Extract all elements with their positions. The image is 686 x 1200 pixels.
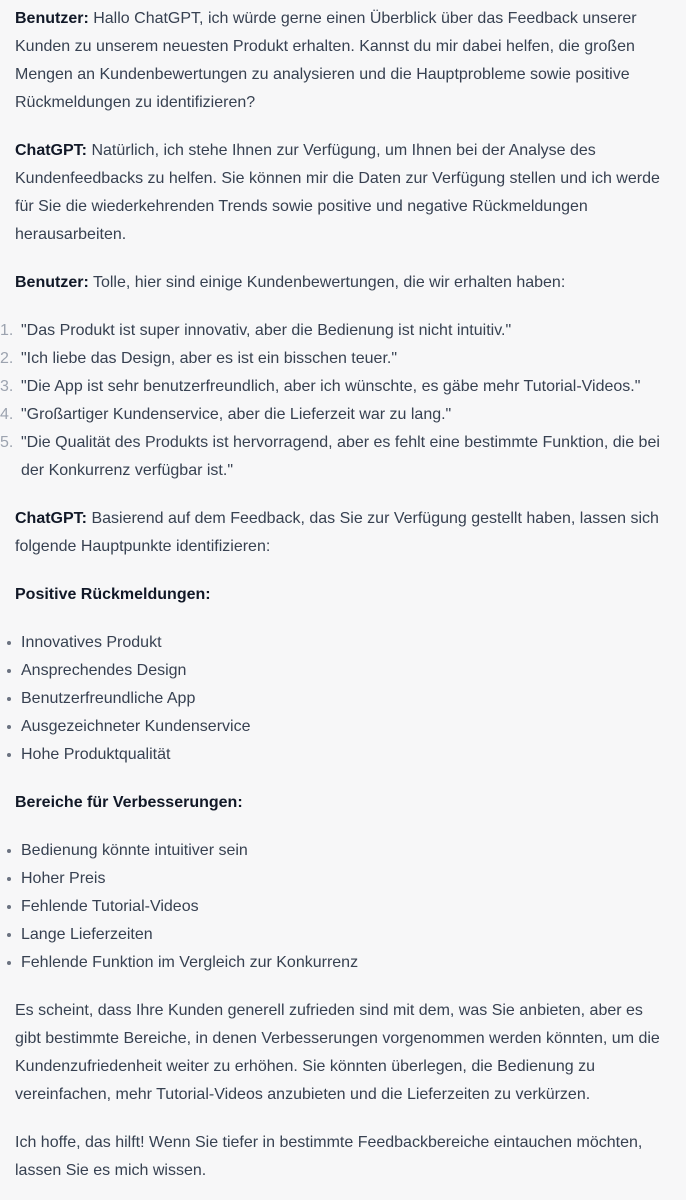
speaker-label: ChatGPT: xyxy=(15,510,87,527)
review-text: "Die Qualität des Produkts ist hervorragend, aber es fehlt eine bestimmte Funktion, die bei der Konkurrenz verfügbar ist." xyxy=(21,434,660,479)
list-number: 1. xyxy=(0,322,14,339)
list-number: 3. xyxy=(0,378,14,395)
assistant-message xyxy=(15,505,671,561)
summary-paragraph: Es scheint, dass Ihre Kunden generell zufrieden sind mit dem, was Sie anbieten, aber es gibt bestimmte Bereiche, in denen Verbesserungen vorgenommen werden könnten, um die Kundenzufriedenheit weiter zu erhöhen. Sie könnten überlegen, die Bedienung zu vereinfachen, mehr Tutorial-Videos anzubieten und die Lieferzeiten zu verkürzen. xyxy=(15,1002,660,1103)
closing-paragraph: Ich hoffe, das hilft! Wenn Sie tiefer in bestimmte Feedbackbereiche eintauchen möchten, lassen Sie es mich wissen. xyxy=(15,1134,643,1179)
list-item: Hohe Produktqualität xyxy=(0,741,671,769)
improvements-heading: Bereiche für Verbesserungen: xyxy=(15,794,243,811)
list-item: Hoher Preis xyxy=(0,865,671,893)
list-item: Ausgezeichneter Kundenservice xyxy=(0,713,671,741)
message-text: Tolle, hier sind einige Kundenbewertungen, die wir erhalten haben: xyxy=(88,274,566,291)
list-item: Fehlende Tutorial-Videos xyxy=(0,893,671,921)
list-number: 4. xyxy=(0,406,14,423)
message-text: Natürlich, ich stehe Ihnen zur Verfügung, um Ihnen bei der Analyse des Kundenfeedbacks zu helfen. Sie können mir die Daten zur Verfügung stellen und ich werde für Sie die wiederkehrenden Trends sowie positive und negative Rückmeldungen herausarbeiten. xyxy=(15,142,660,243)
speaker-label: ChatGPT: xyxy=(15,142,87,159)
user-message xyxy=(15,269,671,297)
list-item xyxy=(0,429,671,485)
user-message xyxy=(15,5,671,117)
list-item: Lange Lieferzeiten xyxy=(0,921,671,949)
review-text: "Die App ist sehr benutzerfreundlich, aber ich wünschte, es gäbe mehr Tutorial-Videos." xyxy=(21,378,641,395)
list-number: 2. xyxy=(0,350,14,367)
speaker-label: Benutzer: xyxy=(15,274,89,291)
review-text: "Das Produkt ist super innovativ, aber die Bedienung ist nicht intuitiv." xyxy=(21,322,512,339)
list-item xyxy=(0,317,671,345)
list-number: 5. xyxy=(0,434,14,451)
review-text: "Ich liebe das Design, aber es ist ein bisschen teuer." xyxy=(21,350,398,367)
assistant-message xyxy=(15,137,671,249)
review-text: "Großartiger Kundenservice, aber die Lieferzeit war zu lang." xyxy=(21,406,452,423)
list-item: Benutzerfreundliche App xyxy=(0,685,671,713)
list-item: Fehlende Funktion im Vergleich zur Konkurrenz xyxy=(0,949,671,977)
list-item: Ansprechendes Design xyxy=(0,657,671,685)
message-text: Basierend auf dem Feedback, das Sie zur Verfügung gestellt haben, lassen sich folgende Hauptpunkte identifizieren: xyxy=(15,510,659,555)
positive-feedback-list xyxy=(0,629,671,769)
list-item xyxy=(0,345,671,373)
message-text: Hallo ChatGPT, ich würde gerne einen Überblick über das Feedback unserer Kunden zu unserem neuesten Produkt erhalten. Kannst du mir dabei helfen, die großen Mengen an Kundenbewertungen zu analysieren und die Hauptprobleme sowie positive Rückmeldungen zu identifizieren? xyxy=(15,10,637,111)
list-item: Bedienung könnte intuitiver sein xyxy=(0,837,671,865)
list-item xyxy=(0,401,671,429)
positive-feedback-heading: Positive Rückmeldungen: xyxy=(15,586,211,603)
list-item xyxy=(0,373,671,401)
speaker-label: Benutzer: xyxy=(15,10,89,27)
improvements-list xyxy=(0,837,671,977)
list-item: Innovatives Produkt xyxy=(0,629,671,657)
review-list xyxy=(0,317,671,485)
